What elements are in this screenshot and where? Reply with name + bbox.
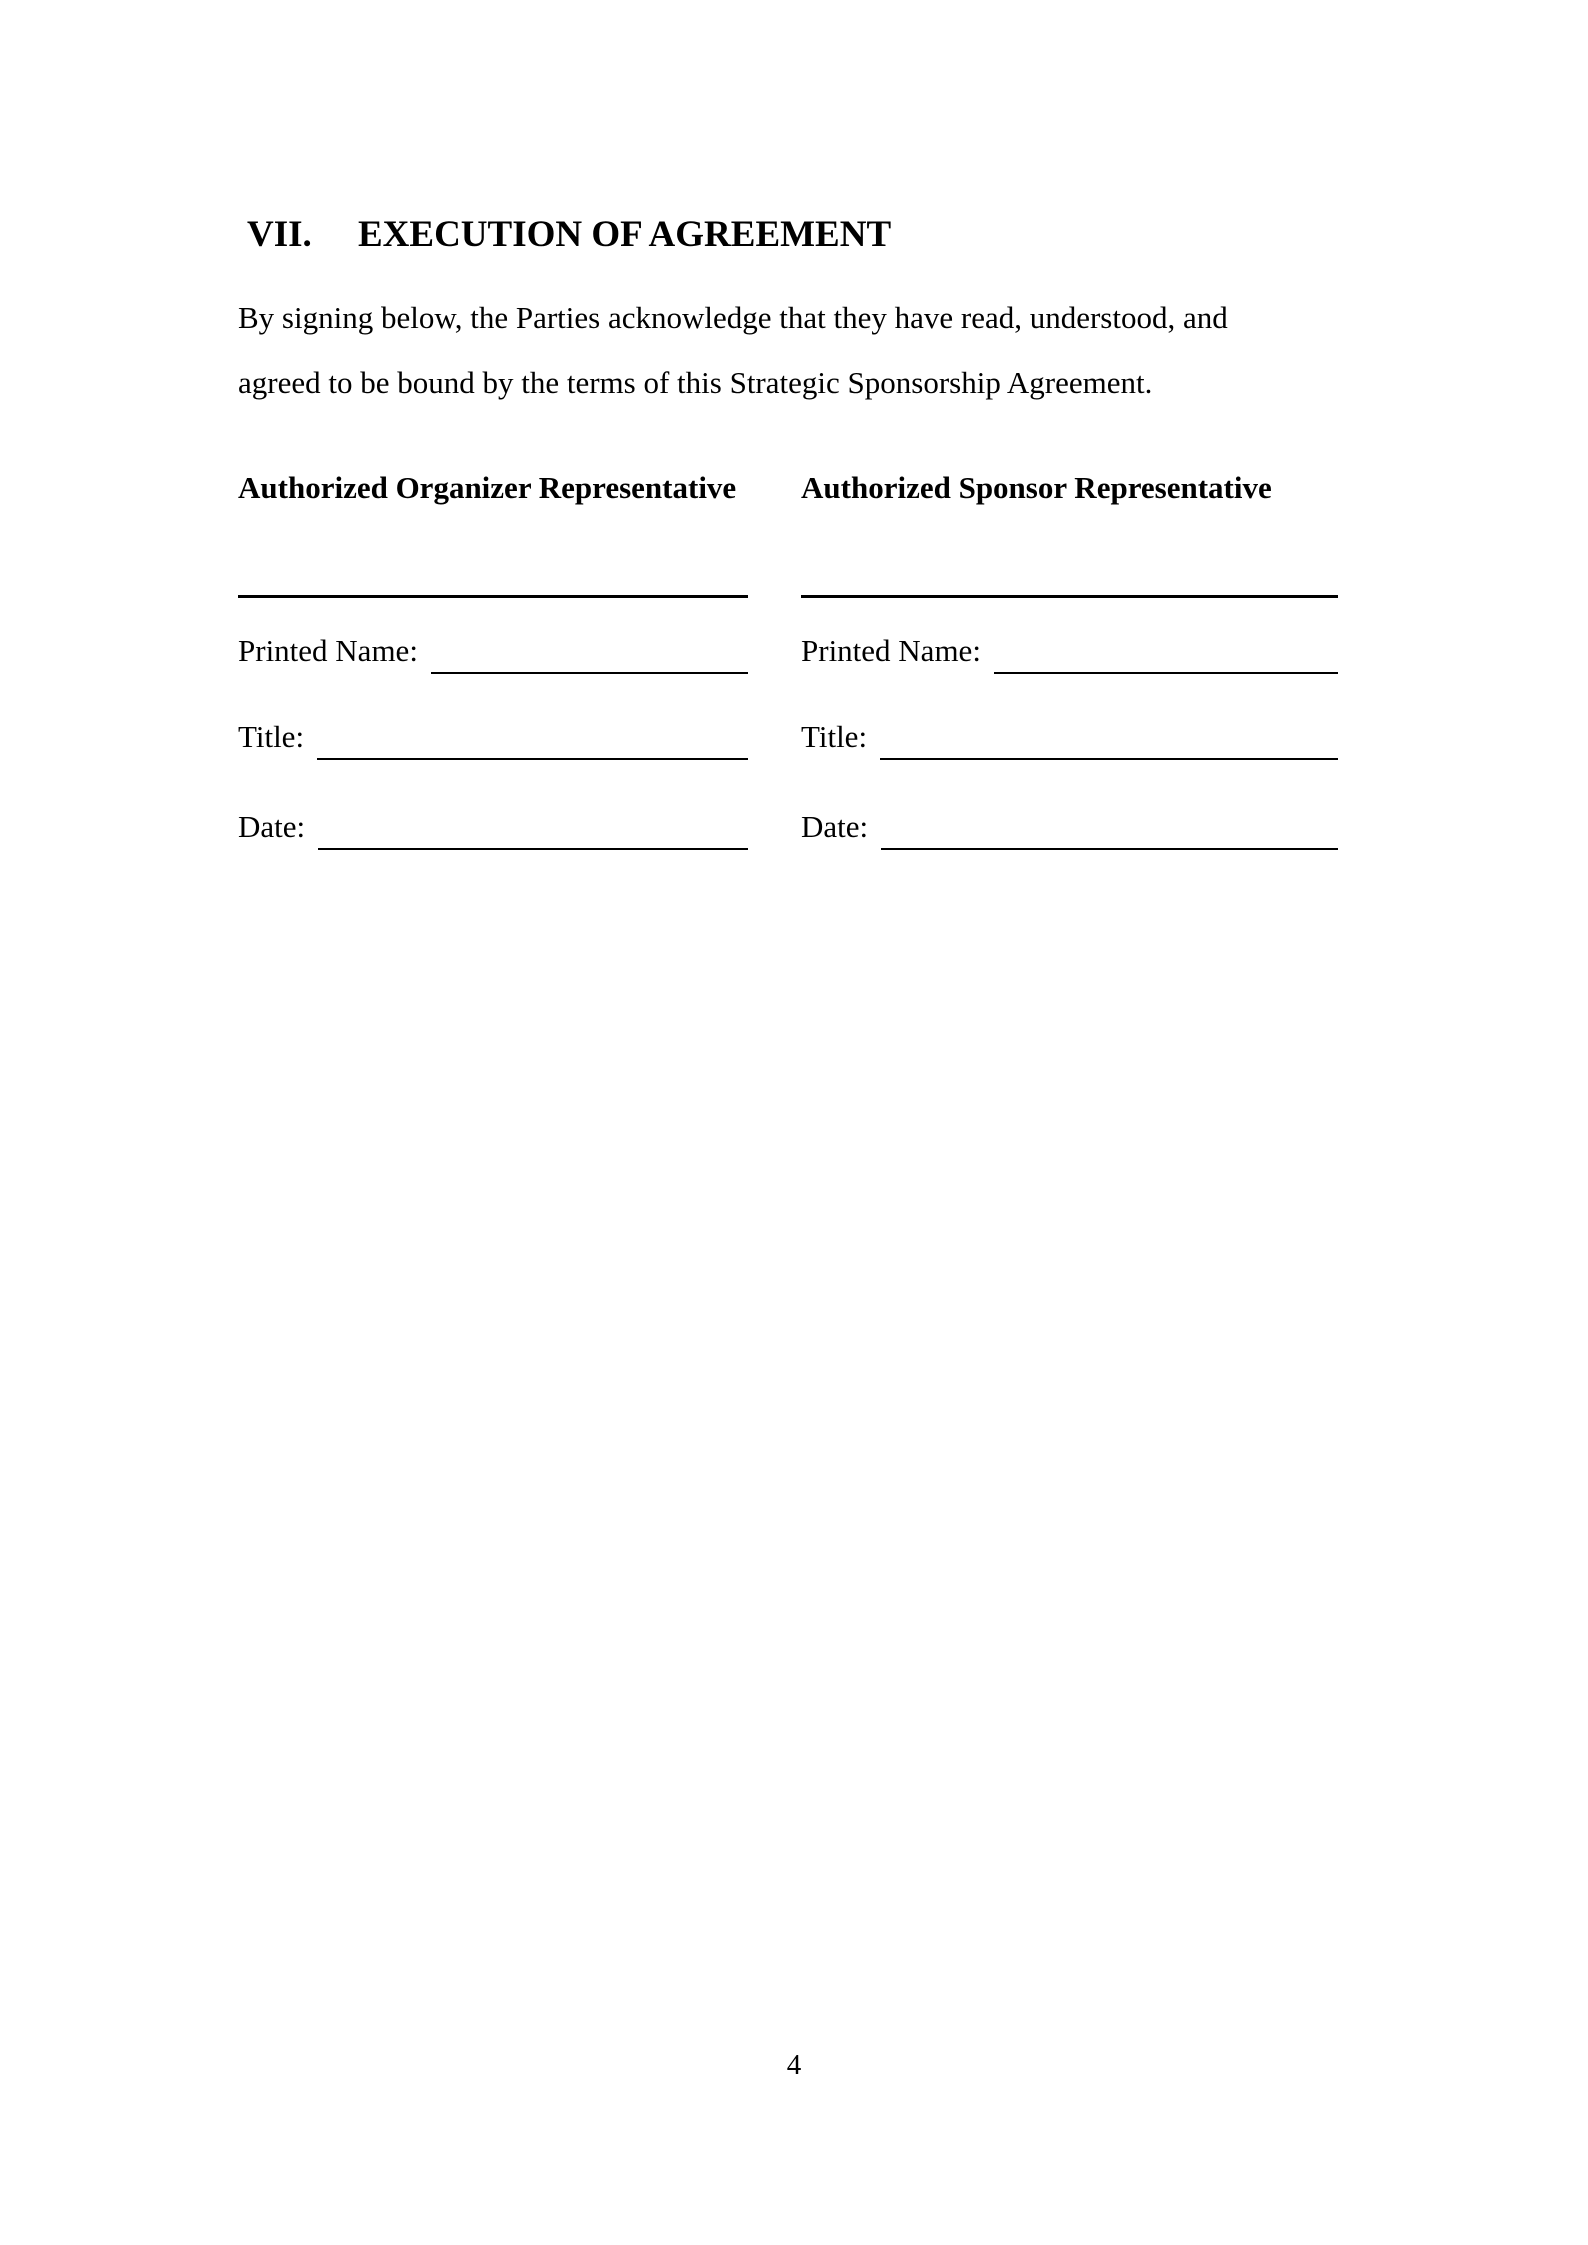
- section-number: VII.: [247, 214, 312, 255]
- title-blank-line: [317, 758, 748, 760]
- signature-column-sponsor: [801, 468, 1338, 888]
- intro-line: By signing below, the Parties acknowledge that they have read, understood, and: [238, 300, 1228, 335]
- printed-name-row: [238, 628, 748, 674]
- page-number: 4: [786, 2049, 802, 2081]
- section-title: EXECUTION OF AGREEMENT: [358, 214, 892, 255]
- date-row: [801, 804, 1338, 850]
- printed-name-label: Printed Name:: [238, 633, 418, 668]
- title-blank-line: [880, 758, 1338, 760]
- signature-line: [238, 595, 748, 598]
- title-row: [801, 714, 1338, 760]
- title-label: Title:: [801, 719, 868, 754]
- printed-name-blank-line: [994, 672, 1338, 674]
- title-label: Title:: [238, 719, 305, 754]
- date-row: [238, 804, 748, 850]
- intro-line: agreed to be bound by the terms of this Strategic Sponsorship Agreement.: [238, 365, 1153, 400]
- section-heading: [247, 214, 891, 256]
- date-blank-line: [881, 848, 1338, 850]
- date-label: Date:: [801, 809, 869, 844]
- intro-paragraph: [238, 285, 1338, 415]
- column-header-sponsor: Authorized Sponsor Representative: [801, 470, 1272, 505]
- title-row: [238, 714, 748, 760]
- signature-column-organizer: [238, 468, 748, 888]
- printed-name-blank-line: [431, 672, 748, 674]
- date-label: Date:: [238, 809, 306, 844]
- signature-line: [801, 595, 1338, 598]
- printed-name-label: Printed Name:: [801, 633, 981, 668]
- printed-name-row: [801, 628, 1338, 674]
- date-blank-line: [318, 848, 748, 850]
- column-header-organizer: Authorized Organizer Representative: [238, 470, 737, 505]
